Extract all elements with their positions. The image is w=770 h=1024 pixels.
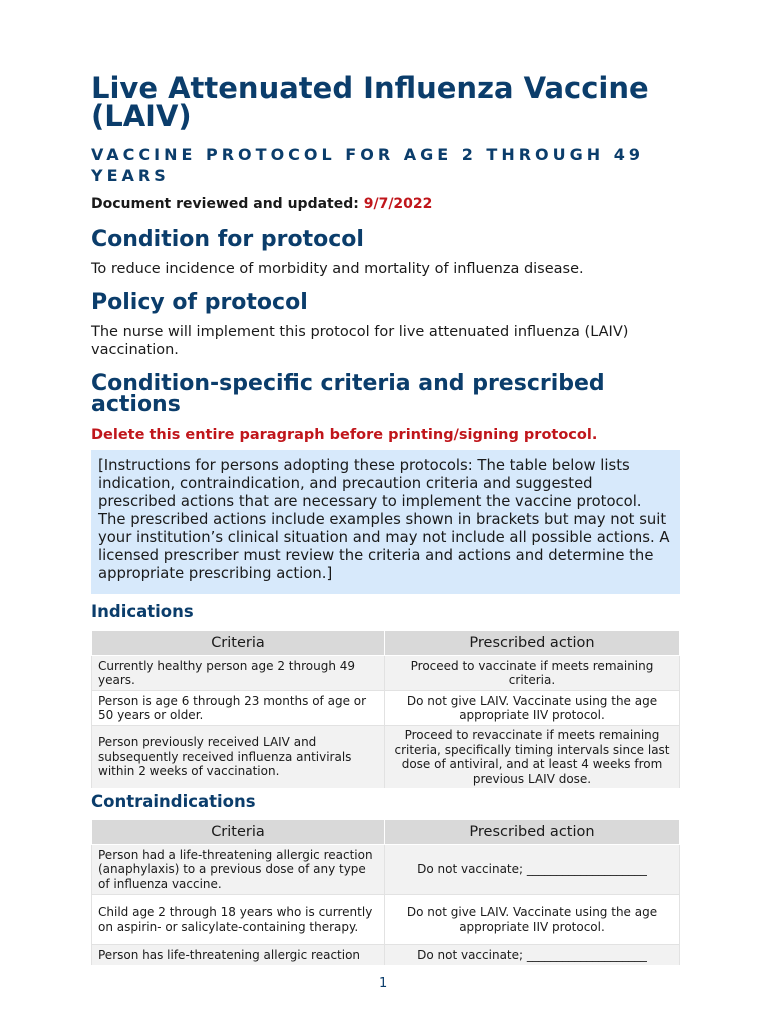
delete-warning: Delete this entire paragraph before printing/signing protocol. <box>91 427 598 443</box>
condition-text: To reduce incidence of morbidity and mortality of influenza disease. <box>91 261 584 277</box>
action-cell: Do not vaccinate; ____________________ <box>385 845 680 895</box>
criteria-cell: Person previously received LAIV and subsequently received influenza antivirals within 2 weeks of vaccination. <box>92 726 385 789</box>
criteria-cell: Person has life-threatening allergic reaction <box>92 945 385 965</box>
policy-text: The nurse will implement this protocol for live attenuated influenza (LAIV) vaccination. <box>91 324 629 358</box>
table-row <box>92 726 680 789</box>
table-row <box>92 691 680 726</box>
document-title: Live Attenuated Influenza Vaccine (LAIV) <box>91 71 649 133</box>
criteria-cell: Person is age 6 through 23 months of age or 50 years or older. <box>92 691 385 726</box>
action-cell: Do not give LAIV. Vaccinate using the age appropriate IIV protocol. <box>385 895 680 945</box>
criteria-cell: Person had a life-threatening allergic reaction (anaphylaxis) to a previous dose of any type of influenza vaccine. <box>92 845 385 895</box>
document-subtitle: VACCINE PROTOCOL FOR AGE 2 THROUGH 49 YEARS <box>91 145 644 185</box>
criteria-cell: Child age 2 through 18 years who is currently on aspirin- or salicylate-containing therapy. <box>92 895 385 945</box>
review-date-line <box>91 196 432 212</box>
condition-heading: Condition for protocol <box>91 227 364 252</box>
review-label: Document reviewed and updated: <box>91 196 359 212</box>
review-date: 9/7/2022 <box>363 196 433 212</box>
indications-action-header: Prescribed action <box>385 631 680 656</box>
indications-criteria-header: Criteria <box>92 631 385 656</box>
indications-heading: Indications <box>91 602 194 621</box>
page-number: 1 <box>379 976 388 991</box>
action-cell: Proceed to vaccinate if meets remaining criteria. <box>385 656 680 691</box>
table-row <box>92 945 680 965</box>
criteria-heading: Condition-specific criteria and prescribed actions <box>91 371 605 417</box>
table-row <box>92 895 680 945</box>
contraindications-table <box>91 819 680 965</box>
table-row <box>92 656 680 691</box>
indications-table <box>91 630 680 788</box>
table-row <box>92 845 680 895</box>
action-cell: Do not give LAIV. Vaccinate using the age appropriate IIV protocol. <box>385 691 680 726</box>
policy-heading: Policy of protocol <box>91 290 308 315</box>
contraindications-action-header: Prescribed action <box>385 820 680 845</box>
contraindications-heading: Contraindications <box>91 792 256 811</box>
criteria-cell: Currently healthy person age 2 through 49 years. <box>92 656 385 691</box>
action-cell: Do not vaccinate; ____________________ <box>385 945 680 965</box>
contraindications-criteria-header: Criteria <box>92 820 385 845</box>
instructions-box: [Instructions for persons adopting these protocols: The table below lists indication, contraindication, and precaution criteria and suggested prescribed actions that are necessary to implement the vaccine protocol. The prescribed actions include examples shown in brackets but may not suit your institution’s clinical situation and may not include all possible actions. A licensed prescriber must review the criteria and actions and determine the appropriate prescribing action.] <box>91 450 680 594</box>
action-cell: Proceed to revaccinate if meets remaining criteria, specifically timing intervals since last dose of antiviral, and at least 4 weeks from previous LAIV dose. <box>385 726 680 789</box>
